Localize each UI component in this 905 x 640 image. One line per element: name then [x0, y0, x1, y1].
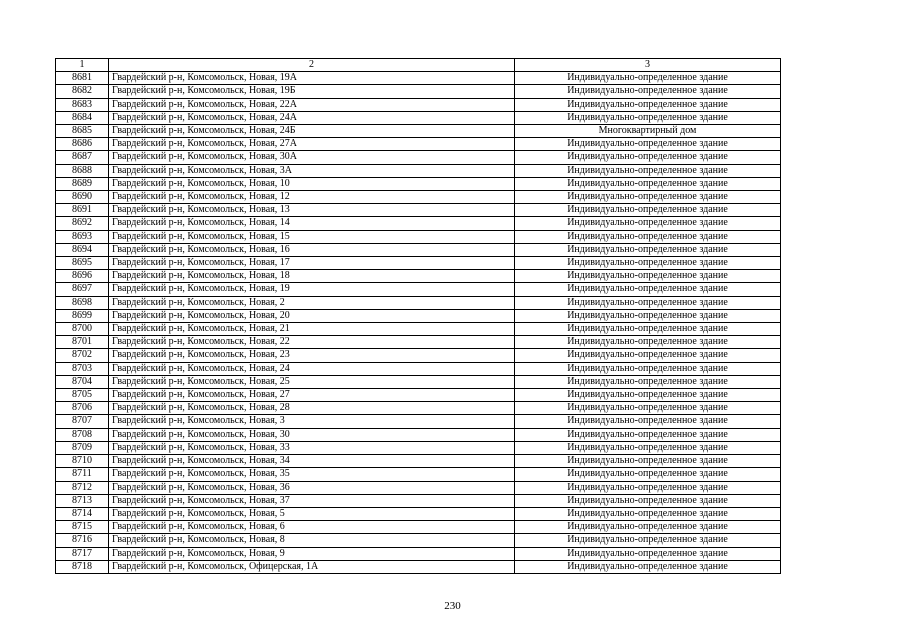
row-number-cell: 8683 — [56, 98, 109, 111]
table-row — [56, 204, 781, 217]
table-row — [56, 85, 781, 98]
table-row — [56, 270, 781, 283]
table-row — [56, 507, 781, 520]
row-number-cell: 8700 — [56, 323, 109, 336]
row-address-cell: Гвардейский р-н, Комсомольск, Новая, 23 — [109, 349, 515, 362]
row-number-cell: 8702 — [56, 349, 109, 362]
row-address-cell: Гвардейский р-н, Комсомольск, Новая, 20 — [109, 309, 515, 322]
table-header — [56, 59, 781, 72]
row-address-cell: Гвардейский р-н, Комсомольск, Новая, 9 — [109, 547, 515, 560]
page-number: 230 — [444, 600, 461, 612]
table-row — [56, 323, 781, 336]
row-type-cell: Индивидуально-определенное здание — [515, 389, 781, 402]
row-number-cell: 8692 — [56, 217, 109, 230]
row-type-cell: Индивидуально-определенное здание — [515, 283, 781, 296]
table-row — [56, 177, 781, 190]
row-type-cell: Индивидуально-определенное здание — [515, 72, 781, 85]
table-row — [56, 494, 781, 507]
row-address-cell: Гвардейский р-н, Комсомольск, Новая, 22А — [109, 98, 515, 111]
row-type-cell: Индивидуально-определенное здание — [515, 560, 781, 573]
row-type-cell: Индивидуально-определенное здание — [515, 98, 781, 111]
row-address-cell: Гвардейский р-н, Комсомольск, Новая, 27 — [109, 389, 515, 402]
table-row — [56, 257, 781, 270]
row-number-cell: 8686 — [56, 138, 109, 151]
row-type-cell: Индивидуально-определенное здание — [515, 468, 781, 481]
row-type-cell: Индивидуально-определенное здание — [515, 151, 781, 164]
row-address-cell: Гвардейский р-н, Комсомольск, Новая, 37 — [109, 494, 515, 507]
row-number-cell: 8704 — [56, 375, 109, 388]
row-type-cell: Индивидуально-определенное здание — [515, 111, 781, 124]
table-row — [56, 72, 781, 85]
row-number-cell: 8691 — [56, 204, 109, 217]
table-row — [56, 349, 781, 362]
row-type-cell: Индивидуально-определенное здание — [515, 349, 781, 362]
table-row — [56, 389, 781, 402]
header-col-number: 1 — [56, 59, 109, 72]
row-type-cell: Индивидуально-определенное здание — [515, 375, 781, 388]
row-address-cell: Гвардейский р-н, Комсомольск, Новая, 14 — [109, 217, 515, 230]
row-type-cell: Индивидуально-определенное здание — [515, 270, 781, 283]
row-address-cell: Гвардейский р-н, Комсомольск, Новая, 35 — [109, 468, 515, 481]
row-number-cell: 8684 — [56, 111, 109, 124]
table-row — [56, 521, 781, 534]
row-number-cell: 8716 — [56, 534, 109, 547]
table-row — [56, 441, 781, 454]
row-address-cell: Гвардейский р-н, Комсомольск, Новая, 30А — [109, 151, 515, 164]
row-type-cell: Индивидуально-определенное здание — [515, 494, 781, 507]
row-type-cell: Индивидуально-определенное здание — [515, 309, 781, 322]
row-number-cell: 8715 — [56, 521, 109, 534]
row-address-cell: Гвардейский р-н, Комсомольск, Новая, 19А — [109, 72, 515, 85]
table-row — [56, 283, 781, 296]
row-type-cell: Индивидуально-определенное здание — [515, 428, 781, 441]
row-number-cell: 8698 — [56, 296, 109, 309]
row-number-cell: 8693 — [56, 230, 109, 243]
row-address-cell: Гвардейский р-н, Комсомольск, Новая, 12 — [109, 191, 515, 204]
row-number-cell: 8709 — [56, 441, 109, 454]
header-row — [56, 59, 781, 72]
row-address-cell: Гвардейский р-н, Комсомольск, Новая, 13 — [109, 204, 515, 217]
row-type-cell: Многоквартирный дом — [515, 125, 781, 138]
table-row — [56, 375, 781, 388]
row-number-cell: 8710 — [56, 455, 109, 468]
row-address-cell: Гвардейский р-н, Комсомольск, Новая, 24А — [109, 111, 515, 124]
row-type-cell: Индивидуально-определенное здание — [515, 507, 781, 520]
row-address-cell: Гвардейский р-н, Комсомольск, Новая, 33 — [109, 441, 515, 454]
row-address-cell: Гвардейский р-н, Комсомольск, Новая, 28 — [109, 402, 515, 415]
row-type-cell: Индивидуально-определенное здание — [515, 534, 781, 547]
row-address-cell: Гвардейский р-н, Комсомольск, Новая, 6 — [109, 521, 515, 534]
row-number-cell: 8707 — [56, 415, 109, 428]
table-row — [56, 481, 781, 494]
table-row — [56, 98, 781, 111]
table-row — [56, 415, 781, 428]
table-row — [56, 296, 781, 309]
row-number-cell: 8694 — [56, 243, 109, 256]
row-address-cell: Гвардейский р-н, Комсомольск, Новая, 15 — [109, 230, 515, 243]
row-type-cell: Индивидуально-определенное здание — [515, 85, 781, 98]
row-type-cell: Индивидуально-определенное здание — [515, 441, 781, 454]
table-row — [56, 138, 781, 151]
table-row — [56, 468, 781, 481]
row-type-cell: Индивидуально-определенное здание — [515, 547, 781, 560]
row-number-cell: 8706 — [56, 402, 109, 415]
row-number-cell: 8682 — [56, 85, 109, 98]
row-address-cell: Гвардейский р-н, Комсомольск, Новая, 36 — [109, 481, 515, 494]
table-row — [56, 164, 781, 177]
row-number-cell: 8696 — [56, 270, 109, 283]
row-address-cell: Гвардейский р-н, Комсомольск, Новая, 19Б — [109, 85, 515, 98]
row-type-cell: Индивидуально-определенное здание — [515, 455, 781, 468]
row-address-cell: Гвардейский р-н, Комсомольск, Новая, 8 — [109, 534, 515, 547]
table-row — [56, 560, 781, 573]
row-number-cell: 8712 — [56, 481, 109, 494]
row-address-cell: Гвардейский р-н, Комсомольск, Новая, 27А — [109, 138, 515, 151]
row-type-cell: Индивидуально-определенное здание — [515, 296, 781, 309]
row-number-cell: 8690 — [56, 191, 109, 204]
row-type-cell: Индивидуально-определенное здание — [515, 257, 781, 270]
row-number-cell: 8705 — [56, 389, 109, 402]
row-type-cell: Индивидуально-определенное здание — [515, 230, 781, 243]
table-row — [56, 230, 781, 243]
row-type-cell: Индивидуально-определенное здание — [515, 521, 781, 534]
row-address-cell: Гвардейский р-н, Комсомольск, Новая, 34 — [109, 455, 515, 468]
row-number-cell: 8681 — [56, 72, 109, 85]
row-address-cell: Гвардейский р-н, Комсомольск, Новая, 5 — [109, 507, 515, 520]
table-row — [56, 309, 781, 322]
row-type-cell: Индивидуально-определенное здание — [515, 481, 781, 494]
row-address-cell: Гвардейский р-н, Комсомольск, Новая, 25 — [109, 375, 515, 388]
row-number-cell: 8697 — [56, 283, 109, 296]
row-number-cell: 8701 — [56, 336, 109, 349]
row-number-cell: 8708 — [56, 428, 109, 441]
table-row — [56, 547, 781, 560]
row-type-cell: Индивидуально-определенное здание — [515, 243, 781, 256]
row-address-cell: Гвардейский р-н, Комсомольск, Новая, 16 — [109, 243, 515, 256]
row-address-cell: Гвардейский р-н, Комсомольск, Новая, 10 — [109, 177, 515, 190]
row-address-cell: Гвардейский р-н, Комсомольск, Новая, 21 — [109, 323, 515, 336]
row-type-cell: Индивидуально-определенное здание — [515, 415, 781, 428]
row-number-cell: 8685 — [56, 125, 109, 138]
table-row — [56, 125, 781, 138]
row-address-cell: Гвардейский р-н, Комсомольск, Новая, 17 — [109, 257, 515, 270]
row-number-cell: 8711 — [56, 468, 109, 481]
row-address-cell: Гвардейский р-н, Комсомольск, Офицерская, 1А — [109, 560, 515, 573]
row-address-cell: Гвардейский р-н, Комсомольск, Новая, 30 — [109, 428, 515, 441]
row-address-cell: Гвардейский р-н, Комсомольск, Новая, 24 — [109, 362, 515, 375]
row-address-cell: Гвардейский р-н, Комсомольск, Новая, 22 — [109, 336, 515, 349]
row-number-cell: 8714 — [56, 507, 109, 520]
table-row — [56, 455, 781, 468]
registry-table — [55, 58, 781, 574]
row-number-cell: 8687 — [56, 151, 109, 164]
row-address-cell: Гвардейский р-н, Комсомольск, Новая, 2 — [109, 296, 515, 309]
row-address-cell: Гвардейский р-н, Комсомольск, Новая, 3А — [109, 164, 515, 177]
table-row — [56, 336, 781, 349]
row-number-cell: 8695 — [56, 257, 109, 270]
row-address-cell: Гвардейский р-н, Комсомольск, Новая, 3 — [109, 415, 515, 428]
row-type-cell: Индивидуально-определенное здание — [515, 191, 781, 204]
row-number-cell: 8718 — [56, 560, 109, 573]
table-row — [56, 362, 781, 375]
row-type-cell: Индивидуально-определенное здание — [515, 164, 781, 177]
row-address-cell: Гвардейский р-н, Комсомольск, Новая, 24Б — [109, 125, 515, 138]
row-address-cell: Гвардейский р-н, Комсомольск, Новая, 18 — [109, 270, 515, 283]
header-col-address: 2 — [109, 59, 515, 72]
table-row — [56, 534, 781, 547]
table-row — [56, 217, 781, 230]
table-row — [56, 428, 781, 441]
table-body — [56, 72, 781, 574]
table-row — [56, 191, 781, 204]
row-type-cell: Индивидуально-определенное здание — [515, 402, 781, 415]
table-row — [56, 111, 781, 124]
row-number-cell: 8699 — [56, 309, 109, 322]
table-row — [56, 243, 781, 256]
header-col-type: 3 — [515, 59, 781, 72]
row-address-cell: Гвардейский р-н, Комсомольск, Новая, 19 — [109, 283, 515, 296]
row-number-cell: 8713 — [56, 494, 109, 507]
table-row — [56, 402, 781, 415]
row-type-cell: Индивидуально-определенное здание — [515, 204, 781, 217]
table-row — [56, 151, 781, 164]
row-type-cell: Индивидуально-определенное здание — [515, 336, 781, 349]
row-type-cell: Индивидуально-определенное здание — [515, 217, 781, 230]
row-type-cell: Индивидуально-определенное здание — [515, 362, 781, 375]
row-number-cell: 8688 — [56, 164, 109, 177]
row-number-cell: 8689 — [56, 177, 109, 190]
row-type-cell: Индивидуально-определенное здание — [515, 323, 781, 336]
row-number-cell: 8703 — [56, 362, 109, 375]
row-type-cell: Индивидуально-определенное здание — [515, 138, 781, 151]
row-type-cell: Индивидуально-определенное здание — [515, 177, 781, 190]
row-number-cell: 8717 — [56, 547, 109, 560]
